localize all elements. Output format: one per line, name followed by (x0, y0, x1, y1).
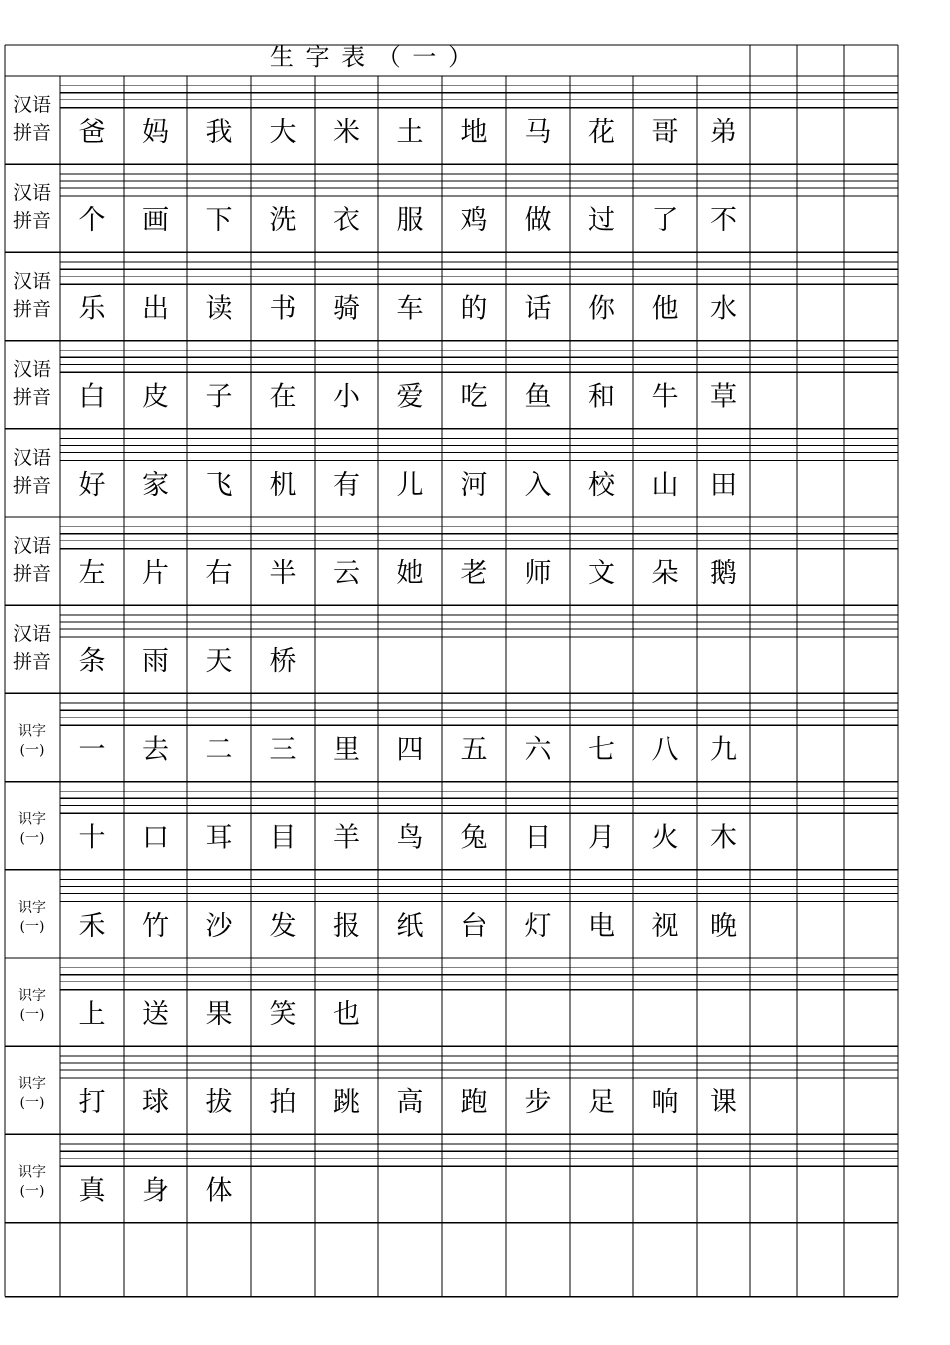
character-cell: 口 (142, 822, 169, 854)
row-label-bottom: (一) (19, 742, 45, 759)
character-cell: 竹 (142, 910, 169, 942)
row-label-top: 汉语 (12, 358, 52, 381)
character-cell: 不 (710, 205, 737, 237)
row-label-top: 汉语 (12, 182, 52, 205)
character-cell: 米 (333, 117, 360, 148)
character-cell: 小 (333, 381, 360, 413)
character-cell: 有 (333, 469, 360, 501)
character-cell: 电 (588, 910, 615, 942)
character-cell: 吃 (460, 381, 488, 413)
row-label-bottom: 拼音 (12, 298, 52, 321)
character-cell: 耳 (205, 822, 233, 854)
character-cell: 半 (269, 558, 297, 589)
character-cell: 左 (78, 558, 106, 589)
character-cell: 右 (205, 558, 233, 589)
row-label-top: 识字 (18, 899, 46, 916)
character-cell: 乐 (78, 293, 106, 325)
character-cell: 朵 (651, 558, 679, 589)
character-cell: 好 (78, 469, 106, 501)
character-cells (79, 117, 738, 1206)
character-cell: 条 (78, 646, 106, 678)
character-cell: 上 (78, 999, 106, 1030)
character-cell: 读 (205, 293, 233, 325)
character-cell: 真 (78, 1175, 106, 1207)
character-cell: 弟 (710, 117, 737, 148)
character-cell: 云 (333, 558, 360, 589)
character-cell: 飞 (205, 469, 233, 501)
row-label-bottom: 拼音 (12, 386, 52, 409)
table-grid-lines (5, 45, 898, 1297)
character-cell: 视 (651, 910, 679, 942)
row-label-bottom: 拼音 (12, 210, 52, 233)
row-labels (13, 94, 51, 1199)
table-title: 生 字 表 （ 一 ） (269, 43, 475, 71)
character-cell: 十 (78, 822, 106, 854)
character-cell: 在 (269, 381, 297, 413)
row-label-bottom: (一) (19, 918, 45, 935)
character-cell: 爱 (396, 381, 424, 413)
character-cell: 爸 (78, 117, 106, 148)
row-label-bottom: 拼音 (12, 563, 52, 585)
character-cell: 服 (396, 205, 424, 237)
character-cell: 白 (78, 381, 106, 413)
character-cell: 桥 (269, 646, 297, 678)
row-label-top: 识字 (18, 1076, 46, 1093)
row-label-top: 汉语 (12, 446, 52, 469)
character-cell: 八 (651, 734, 679, 766)
character-cell: 天 (205, 646, 233, 678)
character-cell: 沙 (205, 910, 233, 942)
character-cell: 木 (710, 822, 737, 854)
character-cell: 七 (588, 734, 615, 766)
character-cell: 老 (460, 558, 488, 589)
character-cell: 晚 (710, 910, 737, 942)
character-cell: 禾 (78, 910, 106, 942)
character-cell: 跑 (460, 1087, 488, 1119)
character-cell: 二 (205, 734, 233, 766)
row-label-bottom: (一) (19, 1007, 45, 1023)
character-cell: 画 (142, 205, 169, 237)
character-cell: 报 (333, 910, 360, 942)
row-label-top: 汉语 (12, 94, 52, 116)
character-cell: 下 (205, 205, 233, 237)
character-cell: 车 (396, 293, 424, 325)
character-cell: 和 (588, 381, 615, 413)
character-cell: 牛 (651, 381, 679, 413)
character-cell: 书 (269, 293, 297, 325)
character-cell: 体 (205, 1175, 233, 1207)
character-cell: 了 (651, 205, 679, 237)
row-label-top: 汉语 (12, 535, 52, 557)
character-cell: 的 (460, 293, 488, 325)
character-cell: 皮 (142, 381, 169, 413)
character-cell: 去 (142, 734, 169, 766)
character-cell: 山 (651, 469, 679, 501)
row-label-top: 识字 (18, 811, 46, 828)
row-label-top: 汉语 (12, 623, 52, 646)
character-cell: 过 (588, 205, 615, 237)
character-cell: 水 (710, 293, 737, 325)
character-cell: 课 (710, 1087, 737, 1119)
character-cell: 果 (205, 999, 233, 1030)
row-label-top: 识字 (18, 1164, 46, 1181)
character-cell: 发 (269, 910, 297, 942)
row-label-bottom: (一) (19, 830, 45, 847)
character-cell: 校 (588, 469, 615, 501)
character-cell: 马 (524, 117, 552, 148)
character-cell: 大 (269, 117, 297, 148)
character-cell: 打 (78, 1087, 106, 1119)
character-cell: 他 (651, 293, 679, 325)
character-cell: 个 (78, 205, 106, 237)
character-cell: 球 (142, 1087, 169, 1119)
character-cell: 九 (710, 734, 737, 766)
character-cell: 草 (710, 381, 737, 413)
character-cell: 子 (205, 381, 233, 413)
row-label-bottom: 拼音 (12, 122, 52, 144)
character-cell: 衣 (333, 205, 360, 237)
character-cell: 纸 (396, 910, 424, 942)
row-label-bottom: (一) (19, 1095, 45, 1112)
character-cell: 我 (205, 117, 233, 148)
character-cell: 鹅 (710, 558, 737, 589)
character-cell: 师 (524, 558, 552, 589)
character-cell: 做 (524, 205, 552, 237)
row-label-bottom: 拼音 (12, 651, 52, 674)
character-cell: 你 (588, 293, 615, 325)
character-cell: 鸡 (460, 205, 488, 237)
character-cell: 足 (588, 1087, 615, 1119)
character-cell: 也 (333, 999, 360, 1030)
character-cell: 家 (142, 469, 169, 501)
character-cell: 拍 (269, 1087, 297, 1119)
character-cell: 笑 (269, 999, 297, 1030)
character-cell: 六 (524, 734, 552, 766)
character-cell: 河 (460, 469, 488, 501)
character-cell: 灯 (524, 910, 552, 942)
character-cell: 三 (269, 734, 297, 766)
row-label-bottom: 拼音 (12, 474, 52, 497)
character-cell: 话 (524, 293, 552, 325)
character-cell: 骑 (333, 293, 360, 325)
character-cell: 雨 (142, 646, 169, 678)
character-cell: 响 (651, 1087, 679, 1119)
character-cell: 鱼 (524, 381, 552, 413)
character-cell: 土 (396, 117, 424, 148)
character-cell: 地 (460, 117, 488, 148)
character-cell: 入 (524, 469, 552, 501)
character-cell: 花 (588, 117, 615, 148)
character-cell: 步 (524, 1087, 552, 1119)
character-cell: 一 (78, 734, 106, 766)
character-cell: 拔 (205, 1087, 233, 1119)
character-cell: 目 (269, 822, 297, 854)
character-cell: 片 (142, 558, 169, 589)
row-label-top: 汉语 (12, 270, 52, 293)
row-label-bottom: (一) (19, 1183, 45, 1200)
character-cell: 日 (524, 822, 552, 854)
character-cell: 台 (460, 910, 488, 942)
character-cell: 身 (142, 1175, 169, 1207)
row-label-top: 识字 (18, 723, 46, 740)
character-cell: 文 (588, 558, 615, 589)
character-cell: 出 (142, 293, 169, 325)
row-label-top: 识字 (18, 988, 46, 1004)
character-cell: 机 (269, 469, 297, 501)
character-cell: 儿 (396, 469, 424, 501)
character-cell: 她 (396, 558, 424, 589)
character-cell: 四 (396, 734, 424, 766)
character-cell: 田 (710, 469, 737, 501)
character-cell: 火 (651, 822, 679, 854)
character-cell: 五 (460, 734, 488, 766)
character-cell: 里 (333, 734, 360, 766)
character-cell: 洗 (269, 205, 297, 237)
character-cell: 羊 (333, 822, 360, 854)
character-cell: 送 (142, 999, 169, 1030)
character-cell: 高 (396, 1087, 424, 1119)
character-cell: 跳 (333, 1087, 360, 1119)
character-cell: 兔 (460, 822, 488, 854)
character-cell: 月 (588, 822, 615, 854)
character-cell: 鸟 (396, 822, 424, 854)
character-cell: 妈 (142, 117, 169, 148)
character-cell: 哥 (651, 117, 679, 148)
